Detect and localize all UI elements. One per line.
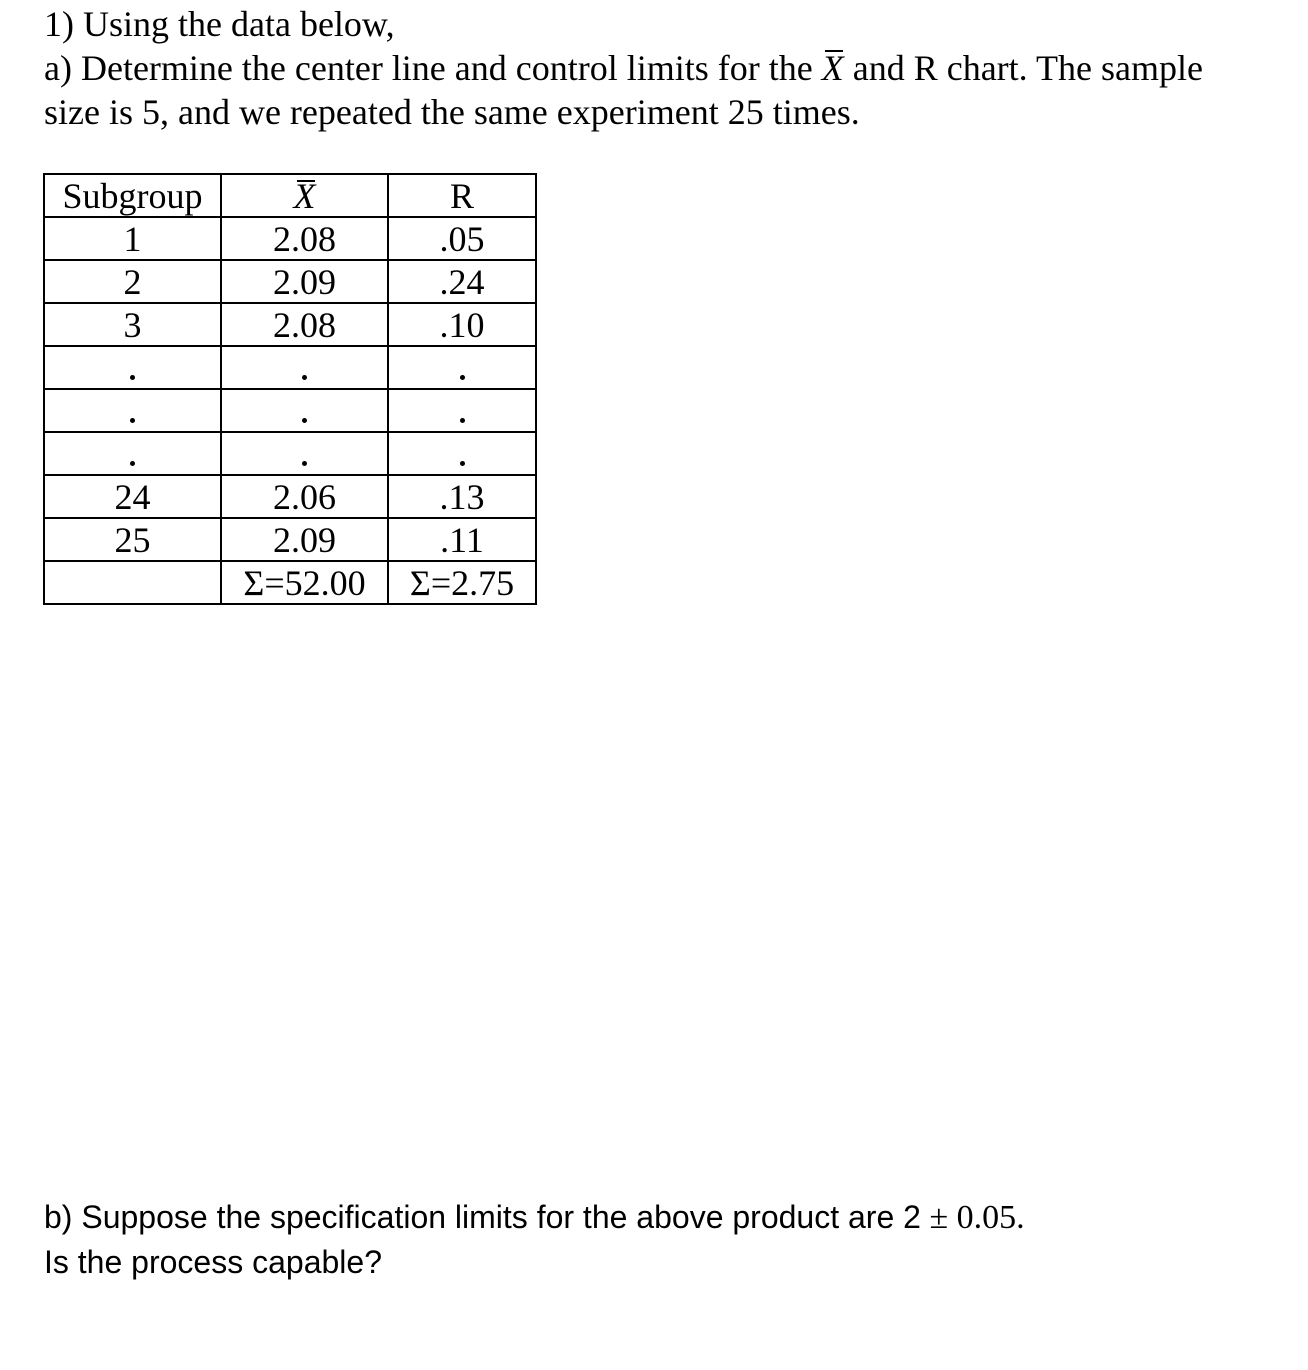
- header-xbar: [221, 174, 388, 217]
- r-cell: .13: [388, 475, 536, 518]
- question-line-2-start: a) Determine the center line and control limits for the: [44, 48, 822, 88]
- xbar-cell: 2.06: [221, 475, 388, 518]
- ellipsis-dot: [130, 461, 135, 466]
- header-r: R: [388, 174, 536, 217]
- totals-row: [44, 561, 536, 604]
- x-bar-symbol: X: [821, 48, 844, 88]
- subgroup-cell: 25: [44, 518, 221, 561]
- ellipsis-dot: [302, 375, 307, 380]
- question-part-a: [44, 2, 1294, 134]
- r-total: Σ=2.75: [388, 561, 536, 604]
- ellipsis-dot: [460, 418, 465, 423]
- ellipsis-row: [44, 389, 536, 432]
- subgroup-cell: 24: [44, 475, 221, 518]
- xbar-cell: 2.09: [221, 260, 388, 303]
- subgroup-cell: 1: [44, 217, 221, 260]
- tolerance-value: ± 0.05.: [920, 1199, 1025, 1236]
- question-line-1: 1) Using the data below,: [44, 4, 395, 44]
- table-row: [44, 475, 536, 518]
- header-xbar-symbol: X: [293, 175, 316, 216]
- subgroup-cell: 2: [44, 260, 221, 303]
- table-row: [44, 260, 536, 303]
- xbar-cell: 2.09: [221, 518, 388, 561]
- ellipsis-row: [44, 432, 536, 475]
- question-line-2: [44, 46, 1294, 90]
- ellipsis-dot: [460, 461, 465, 466]
- ellipsis-dot: [130, 418, 135, 423]
- data-table: [43, 173, 537, 605]
- header-subgroup: Subgroup: [44, 174, 221, 217]
- ellipsis-dot: [130, 375, 135, 380]
- r-cell: .10: [388, 303, 536, 346]
- part-b-line-1-text: b) Suppose the specification limits for the above product are 2: [44, 1199, 921, 1235]
- part-b-line-2: Is the process capable?: [44, 1244, 382, 1280]
- subgroup-cell: 3: [44, 303, 221, 346]
- ellipsis-row: [44, 346, 536, 389]
- r-cell: .05: [388, 217, 536, 260]
- question-line-2-end: and R chart. The sample: [843, 48, 1203, 88]
- r-cell: .11: [388, 518, 536, 561]
- ellipsis-dot: [302, 418, 307, 423]
- r-cell: .24: [388, 260, 536, 303]
- table-row: [44, 217, 536, 260]
- xbar-total: Σ=52.00: [221, 561, 388, 604]
- part-b-line-1: [44, 1195, 1025, 1240]
- xbar-cell: 2.08: [221, 217, 388, 260]
- totals-empty-cell: [44, 561, 221, 604]
- table-row: [44, 518, 536, 561]
- question-line-3: size is 5, and we repeated the same experiment 25 times.: [44, 92, 860, 132]
- table-header-row: [44, 174, 536, 217]
- ellipsis-dot: [302, 461, 307, 466]
- xbar-cell: 2.08: [221, 303, 388, 346]
- table-row: [44, 303, 536, 346]
- question-part-b: [44, 1195, 1025, 1284]
- ellipsis-dot: [460, 375, 465, 380]
